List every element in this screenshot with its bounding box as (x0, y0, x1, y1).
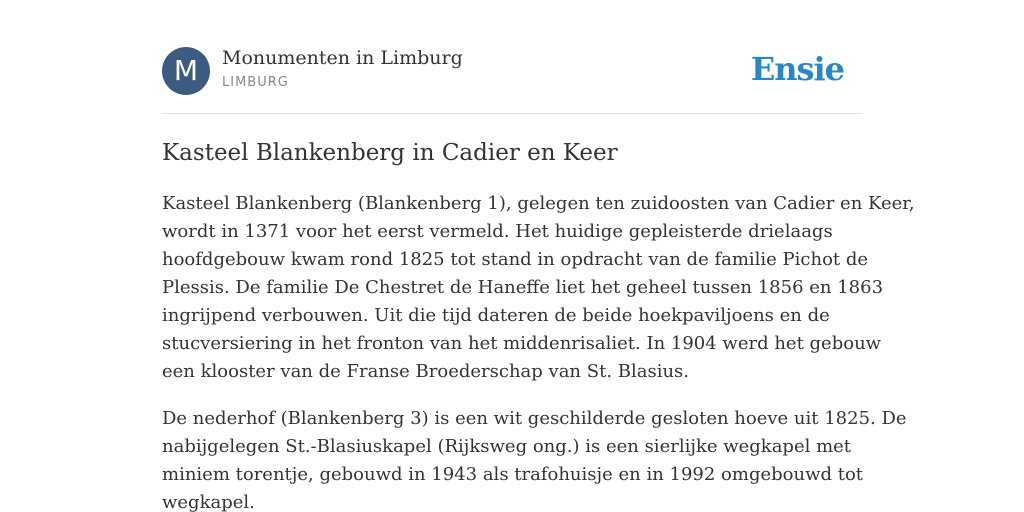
paragraph-line: hoofdgebouw kwam rond 1825 tot stand in opdracht van de familie Pichot de (162, 249, 869, 270)
paragraph (162, 190, 915, 386)
paragraph-line: Kasteel Blankenberg (Blankenberg 1), gelegen ten zuidoosten van Cadier en Keer, (162, 193, 915, 214)
site-title[interactable]: Monumenten in Limburg (222, 47, 463, 69)
paragraph-line: nabijgelegen St.-Blasiuskapel (Rijksweg ong.) is een sierlijke wegkapel met (162, 436, 852, 457)
paragraph-line: miniem torentje, gebouwd in 1943 als trafohuisje en in 1992 omgebouwd tot (162, 464, 864, 485)
article-body (162, 190, 915, 512)
paragraph-line: ingrijpend verbouwen. Uit die tijd dateren de beide hoekpaviljoens en de (162, 305, 830, 326)
site-subtitle[interactable]: LIMBURG (222, 75, 289, 90)
paragraph-line: De nederhof (Blankenberg 3) is een wit geschilderde gesloten hoeve uit 1825. De (162, 408, 907, 429)
paragraph-line: stucversiering in het fronton van het middenrisaliet. In 1904 werd het gebouw (162, 333, 882, 354)
paragraph-line: een klooster van de Franse Broederschap van St. Blasius. (162, 361, 690, 382)
paragraph-line: wegkapel. (162, 492, 255, 512)
header-divider (162, 113, 862, 114)
paragraph-line: wordt in 1371 voor het eerst vermeld. Het huidige gepleisterde drielaags (162, 221, 833, 242)
avatar[interactable]: M (162, 47, 210, 95)
header (162, 46, 862, 96)
brand-logo[interactable]: Ensie (750, 50, 844, 88)
paragraph-line: Plessis. De familie De Chestret de Haneffe liet het geheel tussen 1856 en 1863 (162, 277, 884, 298)
article-title: Kasteel Blankenberg in Cadier en Keer (162, 140, 618, 166)
paragraph (162, 405, 907, 512)
